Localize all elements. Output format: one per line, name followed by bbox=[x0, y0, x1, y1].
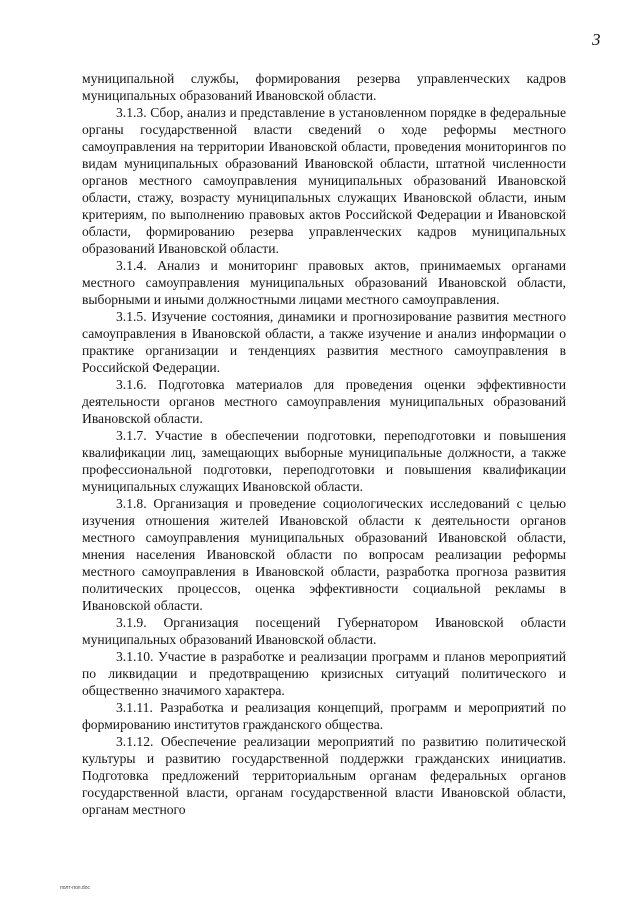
page-number: 3 bbox=[592, 30, 601, 49]
paragraph-3-1-11: 3.1.11. Разработка и реализация концепций, программ и мероприятий по формированию институтов гражданского общества. bbox=[82, 700, 566, 732]
paragraph-continuation: муниципальной службы, формирования резерва управленческих кадров муниципальных образований Ивановской области. bbox=[82, 71, 566, 103]
paragraph-3-1-3: 3.1.3. Сбор, анализ и представление в установленном порядке в федеральные органы государственной власти сведений о ходе реформы местного самоуправления на территории Ивановской области, проведения мониторингов по видам муниципальных образований Ивановской области, штатной численности органов местного самоуправления муниципальных образований Ивановской области, стажу, возрасту муниципальных служащих Ивановской области, иным критериям, по выполнению правовых актов Российской Федерации и Ивановской области, формированию резерва управленческих кадров муниципальных образований Ивановской области. bbox=[82, 105, 566, 256]
paragraph-3-1-6: 3.1.6. Подготовка материалов для проведения оценки эффективности деятельности органов местного самоуправления муниципальных образований Ивановской области. bbox=[82, 377, 566, 426]
paragraph-3-1-12: 3.1.12. Обеспечение реализации мероприятий по развитию политической культуры и развитию государственной поддержки гражданских инициатив. Подготовка предложений территориальным органам федеральных органов государственной власти, органам государственной власти Ивановской области, органам местного bbox=[82, 734, 566, 817]
paragraph-3-1-4: 3.1.4. Анализ и мониторинг правовых актов, принимаемых органами местного самоуправления муниципальных образований Ивановской области, выборными и иными должностными лицами местного самоуправления. bbox=[82, 258, 566, 307]
paragraph-3-1-5: 3.1.5. Изучение состояния, динамики и прогнозирование развития местного самоуправления в Ивановской области, а также изучение и анализ информации о практике организации и тенденциях развития местного самоуправления в Российской Федерации. bbox=[82, 309, 566, 375]
paragraph-3-1-7: 3.1.7. Участие в обеспечении подготовки, переподготовки и повышения квалификации лиц, замещающих выборные муниципальные должности, а также профессиональной подготовки, переподготовки и повышения квалификации муниципальных служащих Ивановской области. bbox=[82, 428, 566, 494]
document-body bbox=[82, 70, 566, 818]
paragraph-3-1-9: 3.1.9. Организация посещений Губернатором Ивановской области муниципальных образований Ивановской области. bbox=[82, 615, 566, 647]
paragraph-3-1-10: 3.1.10. Участие в разработке и реализации программ и планов мероприятий по ликвидации и предотвращению кризисных ситуаций политического и общественно значимого характера. bbox=[82, 649, 566, 698]
paragraph-3-1-8: 3.1.8. Организация и проведение социологических исследований с целью изучения отношения жителей Ивановской области к деятельности органов местного самоуправления муниципальных образований Ивановской области, мнения населения Ивановской области по вопросам реализации реформы местного самоуправления в Ивановской области, разработка прогноза развития политических процессов, оценка эффективности социальной рекламы в Ивановской области. bbox=[82, 496, 566, 613]
footer-file-code: полт-пол.doc bbox=[60, 885, 90, 891]
